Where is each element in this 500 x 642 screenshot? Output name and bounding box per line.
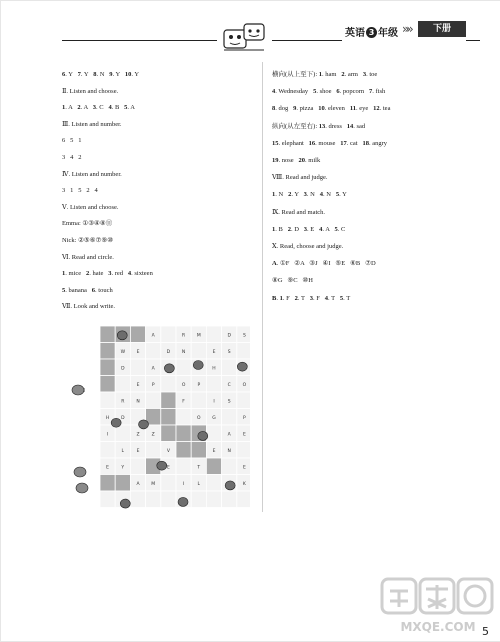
right-answer-line: 15. elephant 16. mouse 17. cat 18. angry — [272, 139, 388, 147]
puzzle-letter: K — [242, 481, 246, 487]
puzzle-cell — [191, 392, 206, 409]
right-answer-line: 纵向(从左至右): 13. dress 14. sad — [272, 122, 366, 130]
puzzle-letter: A — [151, 333, 155, 339]
puzzle-letter: E — [136, 448, 140, 454]
puzzle-cell — [222, 491, 237, 508]
puzzle-letter: P — [197, 382, 201, 388]
left-answer-line: 3 1 5 2 4 — [62, 187, 98, 195]
puzzle-cell — [206, 491, 221, 508]
puzzle-cell — [146, 343, 161, 360]
puzzle-letter: S — [227, 349, 231, 355]
puzzle-letter: O — [242, 382, 247, 388]
puzzle-cell — [161, 392, 176, 409]
right-answer-line: 8. dog 9. pizza 10. eleven 11. eye 12. tea — [272, 105, 391, 113]
clue-picture-icon — [74, 467, 86, 477]
puzzle-cell — [100, 442, 115, 459]
puzzle-cell — [237, 343, 250, 360]
left-answer-line: 1. mice 2. hate 3. red 4. sixteen — [62, 270, 153, 278]
right-answer-line: Ⅹ. Read, choose and judge. — [272, 243, 344, 250]
puzzle-letter: L — [121, 448, 125, 454]
puzzle-letter: I — [182, 481, 185, 487]
puzzle-cell — [115, 475, 130, 492]
puzzle-cell — [191, 343, 206, 360]
puzzle-letter: C — [227, 382, 231, 388]
puzzle-letter: M — [196, 333, 201, 339]
clue-picture-icon — [76, 483, 88, 493]
puzzle-cell — [100, 376, 115, 393]
puzzle-letter: I — [106, 432, 109, 438]
left-answer-line: Emma: ①③④⑧⑪ — [62, 220, 113, 228]
puzzle-letter: H — [212, 366, 216, 372]
puzzle-cell — [206, 475, 221, 492]
puzzle-cell — [222, 458, 237, 475]
right-answer-line: 1. B 2. D 3. E 4. A 5. C — [272, 225, 346, 233]
clue-picture-icon — [198, 431, 208, 440]
watermark-logo — [378, 575, 498, 637]
crossword-puzzle — [70, 316, 250, 512]
puzzle-cell — [161, 475, 176, 492]
puzzle-cell — [146, 442, 161, 459]
puzzle-letter: P — [243, 415, 246, 421]
left-answer-line: Ⅵ. Read and circle. — [62, 253, 114, 261]
puzzle-cell — [100, 491, 115, 508]
puzzle-cell — [206, 458, 221, 475]
puzzle-letter: G — [212, 415, 216, 421]
puzzle-cell — [222, 359, 237, 376]
puzzle-cell — [100, 326, 115, 343]
puzzle-letter: V — [166, 448, 170, 454]
clue-picture-icon — [120, 499, 130, 508]
puzzle-cell — [130, 491, 145, 508]
puzzle-cell — [146, 491, 161, 508]
puzzle-letter: E — [212, 349, 216, 355]
puzzle-cell — [146, 392, 161, 409]
right-answer-line: 横向(从上至下): 1. ham 2. arm 3. toe — [272, 71, 378, 78]
puzzle-cell — [100, 392, 115, 409]
puzzle-letter: N — [136, 399, 140, 405]
watermark-url: MXQE.COM — [400, 620, 476, 634]
puzzle-cell — [115, 376, 130, 393]
puzzle-letter: S — [227, 399, 231, 405]
puzzle-letter: E — [166, 465, 170, 471]
header-subject — [345, 24, 398, 39]
puzzle-letter: E — [136, 349, 140, 355]
puzzle-letter: S — [242, 333, 246, 339]
puzzle-letter: Z — [151, 432, 155, 438]
puzzle-letter: A — [151, 366, 155, 372]
left-answer-line: 3 4 2 — [62, 154, 82, 161]
header-rule-right — [272, 40, 342, 41]
puzzle-letter: L — [197, 481, 201, 487]
puzzle-letter: Y — [121, 465, 125, 471]
right-answer-line: 4. Wednesday 5. shoe 6. popcorn 7. fish — [272, 88, 386, 96]
puzzle-letter: O — [197, 415, 201, 421]
page-number: 5 — [482, 625, 489, 638]
puzzle-cell — [100, 359, 115, 376]
puzzle-letter: D — [121, 366, 125, 372]
puzzle-letter: R — [121, 399, 125, 405]
puzzle-cell — [176, 409, 191, 426]
header-subject-text: 英语 — [345, 28, 365, 39]
puzzle-cell — [222, 409, 237, 426]
puzzle-cell — [161, 376, 176, 393]
puzzle-letter: P — [151, 382, 155, 388]
clue-picture-icon — [225, 481, 235, 490]
right-answer-line: A. ①F ②A ③J ④I ⑤E ⑥B ⑦D — [272, 260, 376, 268]
puzzle-cell — [100, 475, 115, 492]
puzzle-letter: R — [182, 333, 186, 339]
chevron-right-icon: »» — [402, 22, 411, 36]
puzzle-cell — [161, 491, 176, 508]
puzzle-letter: I — [213, 399, 215, 405]
puzzle-letter: E — [242, 432, 246, 438]
volume-badge: 下册 — [418, 21, 466, 37]
clue-picture-icon — [164, 364, 174, 373]
puzzle-cell — [206, 326, 221, 343]
puzzle-letter: E — [242, 465, 246, 471]
puzzle-cell — [191, 491, 206, 508]
left-answer-line: Ⅴ. Listen and choose. — [62, 203, 119, 211]
puzzle-cell — [161, 409, 176, 426]
puzzle-cell — [176, 359, 191, 376]
puzzle-letter: N — [227, 448, 231, 454]
puzzle-letter: E — [106, 465, 110, 471]
puzzle-letter: E — [212, 448, 216, 454]
puzzle-letter: H — [105, 415, 110, 421]
clue-picture-icon — [139, 420, 149, 429]
grade-number-badge: 3 — [366, 27, 377, 38]
puzzle-letter: D — [227, 333, 231, 339]
left-answer-line: Nick: ②⑤⑥⑦⑨⑩ — [62, 237, 114, 244]
column-divider — [262, 62, 263, 512]
left-answer-line: 6 5 1 — [62, 137, 82, 145]
header-rule-far-right — [466, 40, 480, 41]
puzzle-letter: D — [166, 349, 171, 355]
left-answer-line: Ⅲ. Listen and number. — [62, 120, 122, 128]
left-answer-line: Ⅶ. Look and write. — [62, 303, 115, 311]
clue-picture-icon — [237, 362, 247, 371]
right-answer-line: Ⅷ. Read and judge. — [272, 174, 328, 182]
cartoon-mascot-icon — [220, 20, 268, 56]
puzzle-cell — [237, 442, 250, 459]
puzzle-letter: N — [181, 349, 186, 355]
puzzle-letter: Z — [136, 432, 140, 438]
clue-picture-icon — [178, 497, 188, 506]
puzzle-cell — [191, 442, 206, 459]
clue-picture-icon — [117, 331, 127, 340]
puzzle-letter: E — [136, 382, 140, 388]
puzzle-letter: D — [121, 415, 125, 421]
puzzle-cell — [115, 425, 130, 442]
puzzle-letter: A — [136, 481, 140, 487]
right-answer-line: ⑧G ⑨C ⑩H — [272, 277, 313, 285]
puzzle-cell — [130, 326, 145, 343]
puzzle-cell — [130, 458, 145, 475]
puzzle-cell — [176, 425, 191, 442]
clue-picture-icon — [193, 361, 203, 370]
header-grade-suffix: 年级 — [378, 28, 398, 39]
clue-picture-icon — [157, 461, 167, 470]
left-answer-line: Ⅱ. Listen and choose. — [62, 87, 119, 95]
clue-picture-icon — [72, 385, 84, 395]
puzzle-cell — [206, 425, 221, 442]
left-answer-line: Ⅳ. Listen and number. — [62, 170, 122, 178]
right-answer-line: B. 1. F 2. T 3. F 4. T 5. T — [272, 294, 351, 302]
left-answer-line: 6. Y 7. Y 8. N 9. Y 10. Y — [62, 71, 140, 78]
puzzle-letter: O — [181, 382, 186, 388]
puzzle-cell — [100, 343, 115, 360]
puzzle-cell — [237, 392, 250, 409]
puzzle-letter: W — [120, 349, 126, 355]
puzzle-cell — [176, 458, 191, 475]
puzzle-letter: A — [227, 432, 231, 438]
right-answer-line: 1. N 2. Y 3. N 4. N 5. Y — [272, 191, 347, 199]
left-answer-line: 5. banana 6. touch — [62, 286, 113, 294]
puzzle-letter: M — [151, 481, 156, 487]
puzzle-cell — [206, 376, 221, 393]
header-rule-left — [62, 40, 217, 41]
puzzle-letter: T — [197, 465, 201, 471]
puzzle-cell — [161, 326, 176, 343]
left-answer-line: 1. A 2. A 3. C 4. B 5. A — [62, 104, 135, 112]
puzzle-letter: F — [182, 399, 185, 405]
puzzle-cell — [176, 442, 191, 459]
right-answer-line: Ⅸ. Read and match. — [272, 208, 326, 216]
puzzle-cell — [130, 359, 145, 376]
clue-picture-icon — [111, 418, 121, 427]
puzzle-cell — [237, 491, 250, 508]
right-answer-line: 19. nose 20. milk — [272, 157, 321, 164]
puzzle-cell — [161, 425, 176, 442]
